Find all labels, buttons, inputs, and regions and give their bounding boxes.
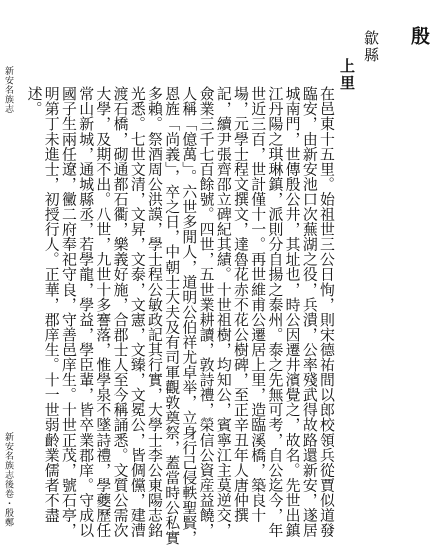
footer-volume-title: 新安名族志後卷・殷鄭 — [3, 432, 13, 527]
body-text: 在邑東十五里。始祖世三公日恂，則宋德祐間以郎校領兵從賈似道發臨安，由新安池口次蕪湖之役，兵潰，公率殘武得故路還新安，遂居城南門，世傳殷公井，其址也，時公因遷井濱覺之，故名。先世出鎮江丹陽之琪琳鎮，派則分自揚之泰州。泰之先無可考，自公迄今，年世近三百，世計僅十一。再世維甫公遷居上里，造臨溪橋，築良十場，元學士程文撰文，達魯花赤不花公樹碑，至正辛丑年人唐仲撰記，續尹張齊邵立碑紀其績。十世祖樹，均知公，賓寧江主莫逆交，僉業三千七百餘號。四世，五世業耕讀，敦詩禮，榮信公資産益饒，人稱「億萬」。六世多閒人，道明公伯祥尤卓举，立身行己侵軼聖賢，恩旌「尚義」，卒之日，中朝士大夫及有司軍觀敦奠祭，蓋當時公私實多賴。祭酒周公洪謨，學士程公敏政記其行實，大學士李公東陽志銘光悉。七世文清，文昇，文泰，文憲，文臻，文冕公，皆倜儻，建漕渡石橋，砌通都石衢，樂義好施，合郡士人至今稱誦悉。文質公需次大學，及期不出。八世，九世十多謇落，惟學泉不墜詩禮，學夔歷任常山新城，通城縣丞，若學龍，學益，學臣輩，皆卒業郡庠。守成以國子生兩任遼，黴二府奉祀守良，守善邑庠生。十世正茂，號石亭，明第丁未進士，初授行人。正華，郡庠生。十一世弱齡業儒者不盡述。 — [25, 86, 336, 546]
place-heading: 上里 — [338, 58, 356, 92]
footer-book-title: 新安名族志 — [3, 66, 13, 114]
surname-heading: 殷 — [408, 26, 430, 47]
county-heading: 歙縣 — [362, 30, 380, 64]
